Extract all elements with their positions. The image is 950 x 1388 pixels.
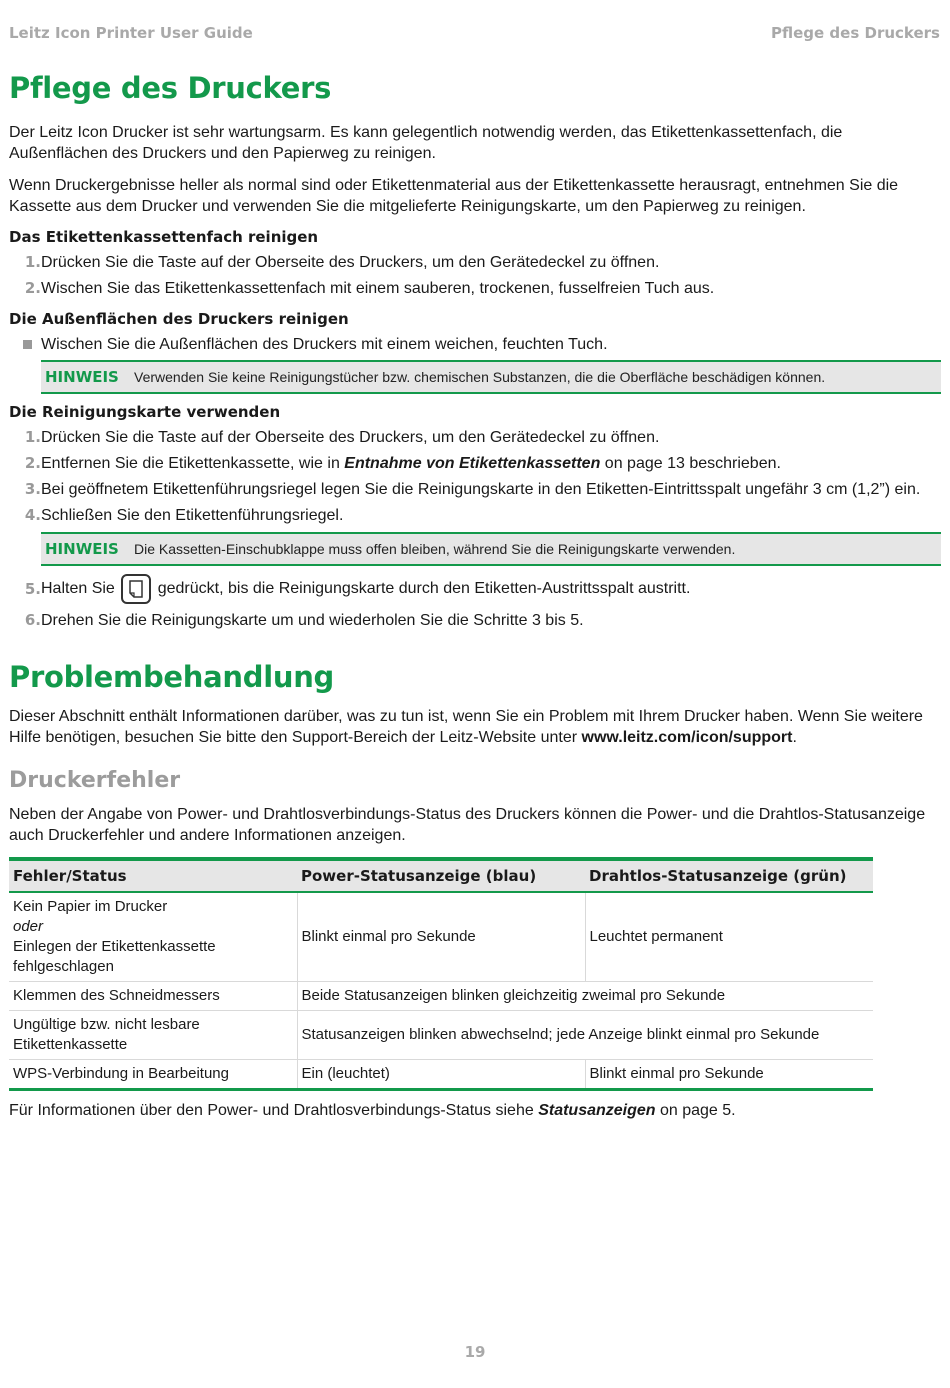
table-cell: Klemmen des Schneidmessers (9, 982, 297, 1011)
table-row (9, 892, 873, 982)
cassette-bay-steps (9, 252, 941, 299)
page-content (9, 68, 941, 1121)
step-text-pre: Halten Sie (41, 580, 115, 598)
list-item (9, 427, 941, 448)
note-box (41, 360, 941, 394)
cell-line: oder (13, 918, 44, 935)
cell-line: Kein Papier im Drucker (13, 898, 168, 915)
bullet-text: Wischen Sie die Außenflächen des Druckers mit einem weichen, feuchten Tuch. (41, 336, 608, 353)
intro-text-post: . (792, 729, 797, 746)
note-text: Verwenden Sie keine Reinigungstücher bzw. chemischen Substanzen, die die Oberfläche beschädigen können. (134, 369, 826, 385)
intro-text-pre: Dieser Abschnitt enthält Informationen darüber, was zu tun ist, wenn Sie ein Problem mit Ihrem Drucker haben. Wenn Sie weitere Hilfe benötigen, besuchen Sie bitte den Support-Bereich der Leitz-Website unter (9, 708, 923, 746)
section-title-care: Pflege des Druckers (9, 71, 332, 105)
subheading-exterior: Die Außenflächen des Druckers reinigen (9, 310, 349, 328)
step-number: 6. (24, 611, 41, 629)
table-cell: Statusanzeigen blinken abwechselnd; jede Anzeige blinkt einmal pro Sekunde (297, 1011, 873, 1060)
step-number: 1. (24, 253, 41, 271)
status-reference-paragraph (9, 1100, 941, 1121)
list-item (9, 453, 941, 474)
step-text-post: gedrückt, bis die Reinigungskarte durch den Etiketten-Austrittsspalt austritt. (157, 580, 691, 598)
table-cell: Ungültige bzw. nicht lesbare Etikettenkassette (9, 1011, 297, 1060)
error-status-table (9, 857, 873, 1091)
subsection-title-printer-errors: Druckerfehler (9, 768, 181, 793)
table-cell: Beide Statusanzeigen blinken gleichzeitig zweimal pro Sekunde (297, 982, 873, 1011)
square-bullet-icon (9, 334, 41, 355)
table-cell: Blinkt einmal pro Sekunde (585, 1060, 873, 1090)
support-link[interactable]: www.leitz.com/icon/support (581, 729, 793, 746)
step-text: Drehen Sie die Reinigungskarte um und wiederholen Sie die Schritte 3 bis 5. (41, 612, 584, 629)
column-header: Fehler/Status (9, 859, 297, 892)
printer-errors-paragraph: Neben der Angabe von Power- und Drahtlosverbindungs-Status des Druckers können die Power- und die Drahtlos-Statusanzeige auch Druckerfehler und andere Informationen anzeigen. (9, 806, 926, 844)
step-text-post: on page 13 beschrieben. (600, 455, 781, 472)
section-title-troubleshooting: Problembehandlung (9, 660, 335, 694)
column-header: Drahtlos-Statusanzeige (grün) (585, 859, 873, 892)
table-cell: WPS-Verbindung in Bearbeitung (9, 1060, 297, 1090)
step-text: Schließen Sie den Etikettenführungsriegel. (41, 507, 344, 524)
step-number: 3. (24, 480, 41, 498)
reference-text-post: on page 5. (655, 1102, 736, 1119)
table-cell: Leuchtet permanent (585, 892, 873, 982)
cleaning-card-steps-continued (9, 574, 941, 631)
step-text-pre: Entfernen Sie die Etikettenkassette, wie in (41, 455, 345, 472)
cross-reference-link[interactable]: Entnahme von Etikettenkassetten (344, 455, 601, 472)
step-number: 5. (24, 579, 41, 598)
step-number: 1. (24, 428, 41, 446)
cell-line: Einlegen der Etikettenkassette fehlgeschlagen (13, 938, 216, 975)
step-text: Wischen Sie das Etikettenkassettenfach mit einem sauberen, trockenen, fusselfreien Tuch aus. (41, 280, 715, 297)
intro-paragraph: Der Leitz Icon Drucker ist sehr wartungsarm. Es kann gelegentlich notwendig werden, das Etikettenkassettenfach, die Außenflächen des Druckers und den Papierweg zu reinigen. (9, 124, 843, 162)
step-number: 2. (24, 279, 41, 297)
cross-reference-link[interactable]: Statusanzeigen (538, 1102, 656, 1119)
table-cell: Blinkt einmal pro Sekunde (297, 892, 585, 982)
page-number: 19 (464, 1343, 486, 1361)
subheading-cassette-bay: Das Etikettenkassettenfach reinigen (9, 228, 319, 246)
cleaning-card-paragraph: Wenn Druckergebnisse heller als normal sind oder Etikettenmaterial aus der Etikettenkassette herausragt, entnehmen Sie die Kassette aus dem Drucker und verwenden Sie die mitgelieferte Reinigungskarte, um den Papierweg zu reinigen. (9, 177, 899, 215)
step-text: Bei geöffnetem Etikettenführungsriegel legen Sie die Reinigungskarte in den Etiketten-Eintrittsspalt ungefähr 3 cm (1,2”) ein. (41, 481, 921, 498)
column-header: Power-Statusanzeige (blau) (297, 859, 585, 892)
note-label: HINWEIS (45, 540, 119, 558)
list-item (9, 479, 941, 500)
step-text: Drücken Sie die Taste auf der Oberseite des Druckers, um den Gerätedeckel zu öffnen. (41, 429, 660, 446)
list-item (9, 278, 941, 299)
table-row (9, 1060, 873, 1090)
table-cell: Ein (leuchtet) (297, 1060, 585, 1090)
step-number: 2. (24, 454, 41, 472)
table-row (9, 982, 873, 1011)
subheading-cleaning-card: Die Reinigungskarte verwenden (9, 403, 281, 421)
step-number: 4. (24, 506, 41, 524)
note-label: HINWEIS (45, 368, 119, 386)
running-header-section: Pflege des Druckers (771, 24, 940, 42)
step-text (41, 574, 690, 604)
list-item (9, 574, 941, 604)
step-text (41, 453, 781, 474)
note-box (41, 532, 941, 566)
table-cell (9, 892, 297, 982)
table-header-row (9, 859, 873, 892)
feed-button-icon (121, 574, 151, 604)
reference-text-pre: Für Informationen über den Power- und Drahtlosverbindungs-Status siehe (9, 1102, 539, 1119)
table-row (9, 1011, 873, 1060)
list-item (9, 505, 941, 526)
list-item (9, 334, 941, 355)
troubleshooting-intro (9, 706, 941, 748)
cleaning-card-steps (9, 427, 941, 526)
list-item (9, 252, 941, 273)
running-header-title: Leitz Icon Printer User Guide (9, 24, 253, 42)
step-text: Drücken Sie die Taste auf der Oberseite des Druckers, um den Gerätedeckel zu öffnen. (41, 254, 660, 271)
note-text: Die Kassetten-Einschubklappe muss offen bleiben, während Sie die Reinigungskarte verwenden. (134, 541, 736, 557)
list-item (9, 610, 941, 631)
